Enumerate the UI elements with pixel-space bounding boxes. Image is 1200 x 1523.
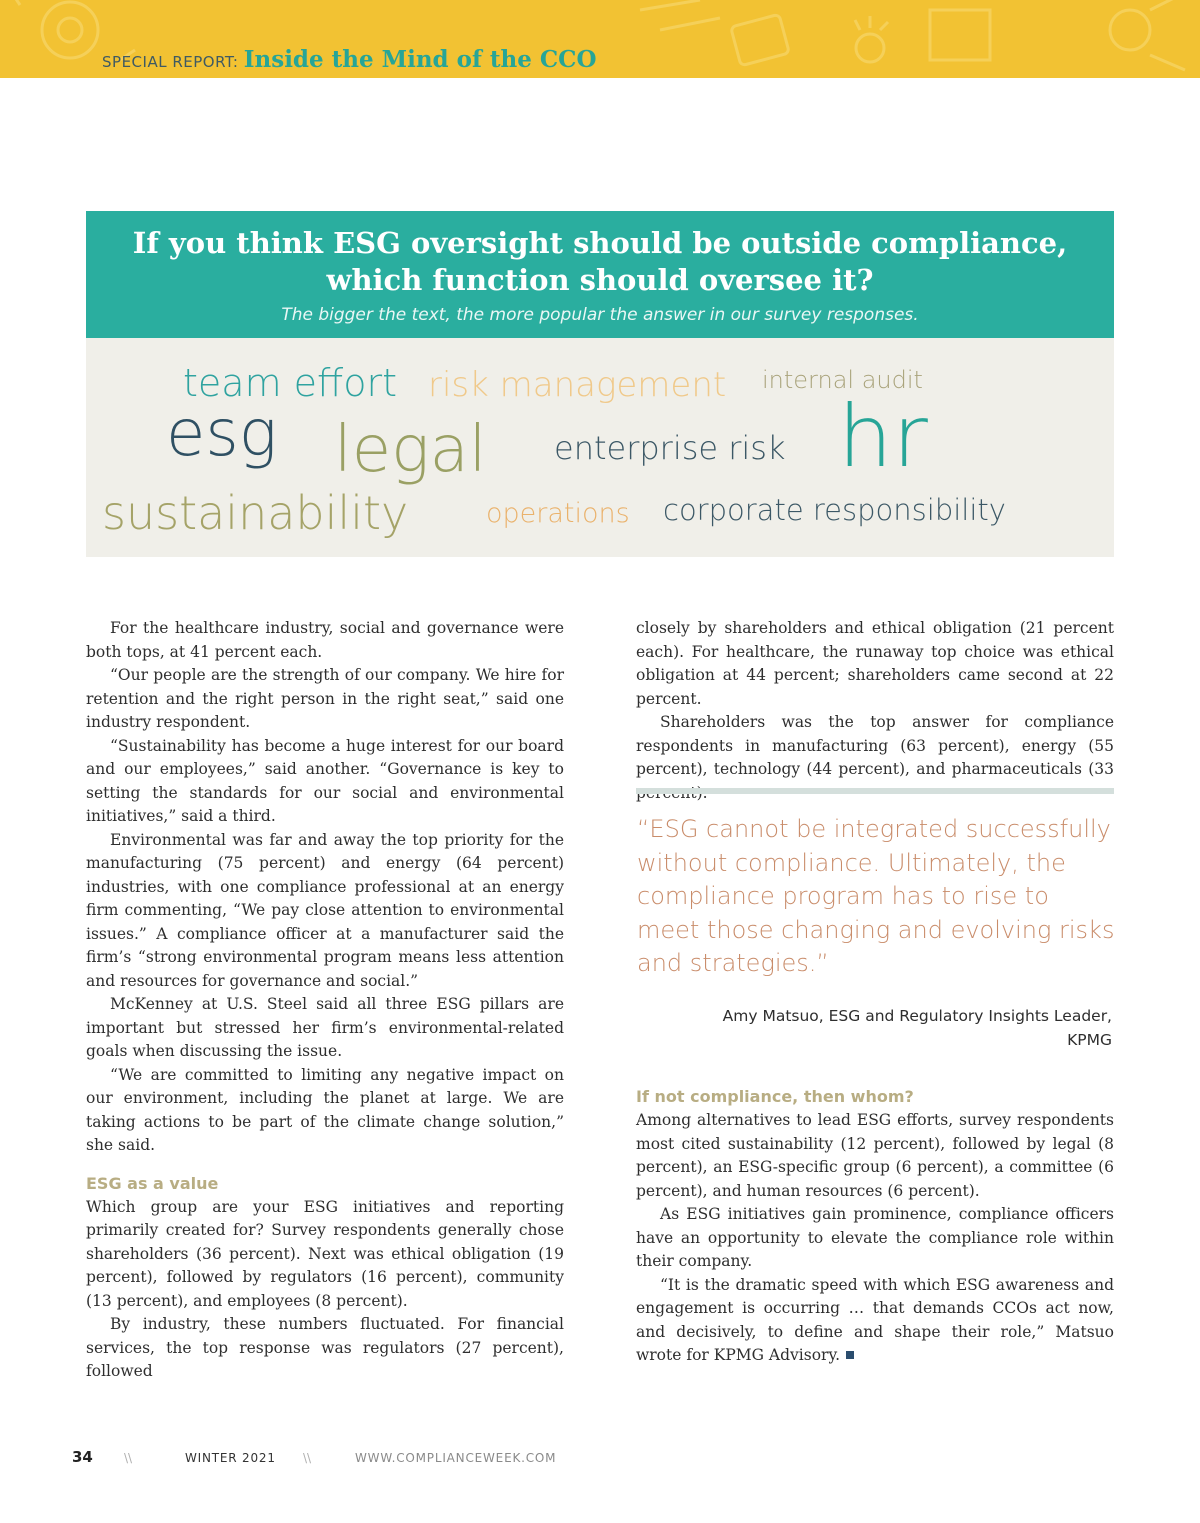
section-heading-esg-as-a-value: ESG as a value xyxy=(86,1173,219,1193)
cloud-word-sustainability: sustainability xyxy=(102,486,409,540)
section-heading-if-not-compliance: If not compliance, then whom? xyxy=(636,1087,914,1106)
wordcloud-title-line2: which function should oversee it? xyxy=(326,263,874,297)
attribution-line2: KPMG xyxy=(1067,1031,1112,1049)
wordcloud-header xyxy=(86,211,1114,338)
cloud-word-corporate-responsibility: corporate responsibility xyxy=(663,493,1006,527)
cloud-word-legal: legal xyxy=(334,413,487,487)
paragraph: “Our people are the strength of our company. We hire for retention and the right person in the right seat,” said one industry respondent. xyxy=(86,666,564,731)
footer-separator: \\ xyxy=(303,1451,312,1465)
cloud-word-hr: hr xyxy=(838,387,928,487)
wordcloud-title xyxy=(126,225,1074,299)
paragraph: As ESG initiatives gain prominence, compliance officers have an opportunity to elevate the compliance role within their company. xyxy=(636,1205,1114,1270)
cloud-word-team-effort: team effort xyxy=(183,361,397,405)
site-url: WWW.COMPLIANCEWEEK.COM xyxy=(355,1451,557,1465)
end-mark-icon xyxy=(846,1351,854,1359)
banner-label: SPECIAL REPORT: xyxy=(102,53,239,71)
paragraph: Among alternatives to lead ESG efforts, survey respondents most cited sustainability (12 percent), followed by legal (8 percent), an ESG-specific group (6 percent), a committee (6 percent), and human resources (6 percent). xyxy=(636,1111,1114,1200)
paragraph: closely by shareholders and ethical obligation (21 percent each). For healthcare, the runaway top choice was ethical obligation at 44 percent; shareholders came second at 22 percent. xyxy=(636,619,1114,708)
cloud-word-enterprise-risk: enterprise risk xyxy=(554,429,786,467)
cloud-word-risk-management: risk management xyxy=(428,365,727,405)
article-column-left xyxy=(86,617,564,1384)
paragraph: “We are committed to limiting any negative impact on our environment, including the planet at large. We are taking actions to be part of the climate change solution,” she said. xyxy=(86,1065,564,1154)
paragraph: Shareholders was the top answer for compliance respondents in manufacturing (63 percent), energy (55 percent), technology (44 percent), and pharmaceuticals (33 xyxy=(636,713,1114,778)
wordcloud-title-line1: If you think ESG oversight should be outside compliance, xyxy=(132,226,1068,260)
cloud-word-internal-audit: internal audit xyxy=(762,366,923,394)
cloud-word-operations: operations xyxy=(486,498,630,529)
article-column-right-lower xyxy=(636,1085,1114,1368)
pullquote: “ESG cannot be integrated successfully without compliance. Ultimately, the compliance program has to rise to meet those changing and evolving risks and strategies.” xyxy=(637,815,1115,977)
paragraph: “Sustainability has become a huge interest for our board and our employees,” said another. “Governance is key to setting the standards for our social and environmental initiatives,” said a third. xyxy=(86,736,564,825)
banner-heading xyxy=(102,46,597,73)
issue-label: WINTER 2021 xyxy=(185,1451,276,1465)
paragraph: For the healthcare industry, social and governance were both tops, at 41 percent each. xyxy=(86,619,564,661)
header-banner xyxy=(0,0,1200,78)
paragraph: McKenney at U.S. Steel said all three ESG pillars are important but stressed her firm’s environmental-related goals when discussing the issue. xyxy=(86,995,564,1060)
attribution-line1: Amy Matsuo, ESG and Regulatory Insights Leader, xyxy=(722,1007,1112,1025)
pullquote-attribution xyxy=(636,1004,1112,1052)
pullquote-divider xyxy=(636,788,1114,794)
wordcloud-subtitle: The bigger the text, the more popular the answer in our survey responses. xyxy=(281,305,919,325)
page-number: 34 xyxy=(72,1448,93,1466)
paragraph-final-text: “It is the dramatic speed with which ESG awareness and engagement is occurring … that demands CCOs act now, and decisively, to define and shape their role,” Matsuo wrote for KPMG Advisory. xyxy=(636,1275,1114,1364)
banner-title: Inside the Mind of the CCO xyxy=(243,46,597,73)
footer-separator: \\ xyxy=(124,1451,133,1465)
paragraph: By industry, these numbers fluctuated. For financial services, the top response was regulators (27 percent), followed xyxy=(86,1315,564,1380)
cloud-word-esg: esg xyxy=(166,397,278,471)
paragraph: Which group are your ESG initiatives and reporting primarily created for? Survey respondents generally chose shareholders (36 percent). Next was ethical obligation (19 percent), followed by regulators (16 percent), community (13 percent), and employees (8 percent). xyxy=(86,1197,564,1310)
paragraph: Environmental was far and away the top priority for the manufacturing (75 percent) and energy (64 percent) industries, with one compliance professional at an energy firm commenting, “We pay close attention to environmental issues.” A compliance officer at a manufacturer said the firm’s “strong environmental program means less attention and resources for governance and social.” xyxy=(86,830,564,990)
paragraph-final xyxy=(636,1274,1114,1368)
article-column-right xyxy=(636,617,1114,805)
wordcloud xyxy=(86,338,1114,557)
